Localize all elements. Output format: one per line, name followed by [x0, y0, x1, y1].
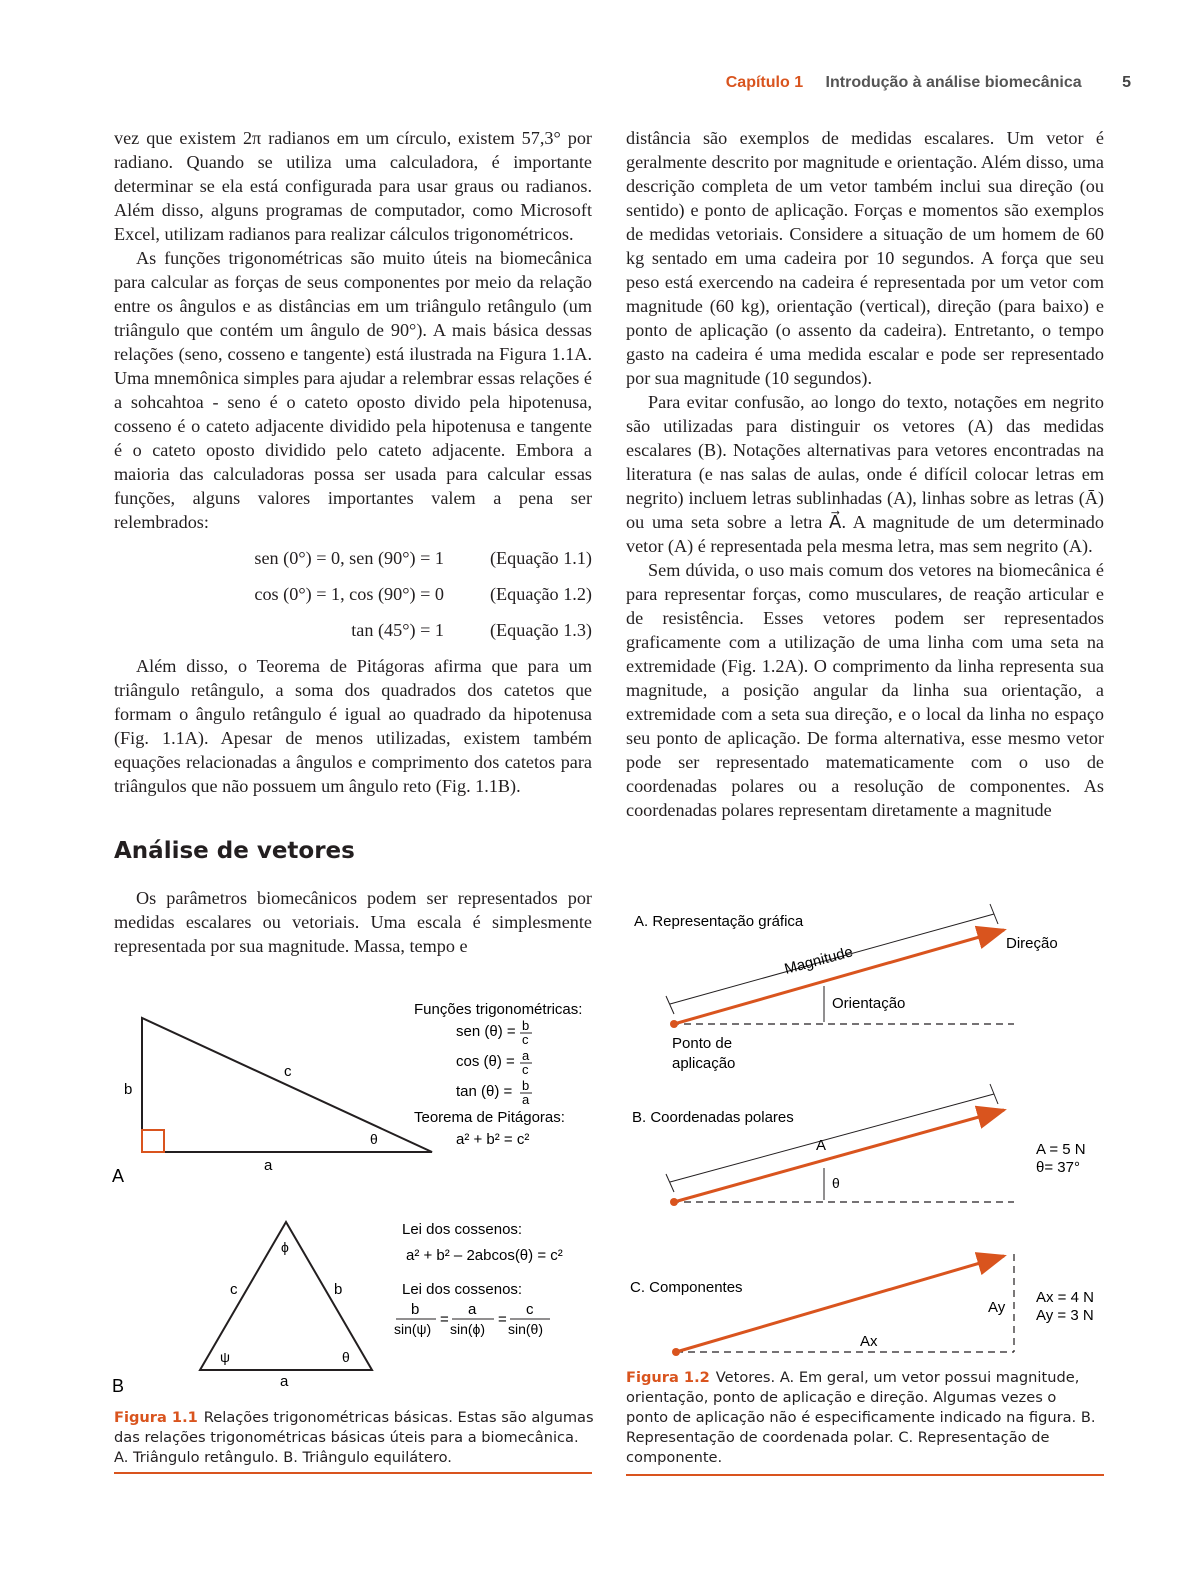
ax-label: Ax — [860, 1333, 878, 1350]
cos-formula: cos (θ) = — [456, 1053, 515, 1070]
figure-1-2 — [620, 900, 1110, 1370]
caption-text: Vetores. A. Em geral, um vetor possui magnitude, orientação, ponto de aplicação e direção. Algumas vezes o ponto de aplicação não é especificamente indicado na figura. B. Representação de coordenada polar. C. Representação de componente. — [626, 1369, 1096, 1466]
bracket-end — [666, 996, 674, 1014]
vector-arrow — [676, 1256, 1004, 1352]
equation-2 — [114, 582, 592, 606]
fraction-num: c — [526, 1301, 534, 1318]
fraction-num: a — [468, 1301, 477, 1318]
chapter-label: Capítulo 1 — [725, 74, 804, 91]
equation-label: (Equação 1.3) — [489, 620, 592, 640]
paragraph: Além disso, o Teorema de Pitágoras afirma que para um triângulo retângulo, a soma dos quadrados dos catetos que formam o ângulo retângulo é igual ao quadrado da hipotenusa (Fig. 1.1A). Apesar de menos utilizadas, existem também equações relacionadas a ângulos e comprimento dos catetos para triângulos que não possuem um ângulo reto (Fig. 1.1B). — [114, 656, 592, 796]
left-column — [114, 126, 592, 798]
vector-label: A — [816, 1137, 827, 1154]
law-cosines-formula: a² + b² – 2abcos(θ) = c² — [406, 1247, 563, 1264]
magnitude-bracket — [670, 1094, 994, 1182]
angle-label: θ — [832, 1175, 840, 1191]
running-header — [726, 74, 1131, 92]
paragraph: Sem dúvida, o uso mais comum dos vetores na biomecânica é para representar forças, como musculares, de reação articular e de resistência. Esses vetores podem ser representados graficamente com a utilização de uma linha com uma seta na extremidade (Fig. 1.2A). O comprimento da linha representa sua magnitude, a posição angular da linha sua orientação, a extremidade com a seta sua direção, e o local da linha no espaço seu ponto de aplicação. De forma alternativa, esse mesmo vetor pode ser representado matematicamente com o uso de coordenadas polares ou a resolução de componentes. As coordenadas polares representam diretamente a magnitude — [626, 560, 1104, 820]
direction-label: Direção — [1006, 935, 1058, 952]
pythagoras-title: Teorema de Pitágoras: — [414, 1109, 565, 1126]
ay-label: Ay — [988, 1299, 1006, 1316]
caption-rule — [114, 1472, 592, 1474]
law-cosines-title: Lei dos cossenos: — [402, 1221, 523, 1238]
right-triangle — [142, 1018, 432, 1152]
application-point — [670, 1198, 678, 1206]
bracket-end — [990, 904, 998, 924]
fraction-num: b — [411, 1301, 420, 1318]
caption-rule — [626, 1474, 1104, 1476]
paragraph: Os parâmetros biomecânicos podem ser representados por medidas escalares ou vetoriais. Uma escala é simplesmente representada por sua magnitude. Massa, tempo e — [114, 888, 592, 956]
side-b-label: b — [124, 1081, 133, 1098]
cos-num: a — [522, 1048, 530, 1063]
application-point-label: Ponto de — [672, 1035, 733, 1052]
figure-1-1 — [100, 990, 600, 1400]
bracket-end — [666, 1174, 674, 1192]
page-number: 5 — [1122, 74, 1131, 91]
application-point-label-2: aplicação — [672, 1055, 736, 1072]
caption-label: Figura 1.2 — [626, 1369, 710, 1386]
paragraph: vez que existem 2π radianos em um círculo, existem 57,3° por radiano. Quando se utiliza uma calculadora, é importante determinar se ela está configurada para usar graus ou radianos. Além disso, alguns programas de computador, como Microsoft Excel, utilizam radianos para realizar cálculos trigonométricos. — [114, 128, 592, 244]
ay-value: Ay = 3 N — [1036, 1307, 1094, 1324]
equation-text: tan (45°) = 1 — [351, 620, 444, 640]
tan-formula: tan (θ) = — [456, 1083, 513, 1100]
side-b-label: b — [334, 1281, 343, 1298]
paragraph: As funções trigonométricas são muito úteis na biomecânica para calcular as forças de seus componentes por meio da relação entre os ângulos e as distâncias em um triângulo retângulo (um triângulo que contém um ângulo de 90°). A mais básica dessas relações (seno, cosseno e tangente) está ilustrada na Figura 1.1A. Uma mnemônica simples para ajudar a relembrar essas relações é a sohcahtoa - seno é o cateto oposto divido pela hipotenusa, cosseno é o cateto adjacente dividido pela hipotenusa e tangente é o cateto oposto dividido pelo cateto adjacente. Embora a maioria das calculadoras possa ser usada para calcular essas funções, alguns valores importantes valem a pena ser relembrados: — [114, 248, 592, 532]
figure-1-1-caption — [114, 1408, 594, 1468]
orientation-label: Orientação — [832, 995, 906, 1012]
equation-text: sen (0°) = 0, sen (90°) = 1 — [254, 548, 444, 568]
right-column — [626, 126, 1104, 822]
pythagoras-formula: a² + b² = c² — [456, 1131, 530, 1148]
equals-sign: = — [498, 1311, 507, 1328]
angle-value: θ= 37° — [1036, 1159, 1080, 1176]
fraction-den: sin(ϕ) — [450, 1321, 486, 1337]
side-c-label: c — [284, 1063, 292, 1080]
paragraph: Para evitar confusão, ao longo do texto, notações em negrito são utilizadas para distinguir os vetores (A) das medidas escalares (B). Notações alternativas para vetores encontradas na literatura (e nas salas de aulas, onde é difícil colocar letras em negrito) incluem letras sublinhadas (A), linhas sobre as letras (Ā) ou uma seta sobre a letra A⃗. A magnitude de um determinado vetor (A) é representada pela mesma letra, mas sem negrito (A). — [626, 392, 1104, 556]
cos-den: c — [522, 1062, 529, 1077]
angle-theta-label: θ — [342, 1349, 350, 1365]
tan-num: b — [522, 1078, 530, 1093]
caption-text: Relações trigonométricas básicas. Estas são algumas das relações trigonométricas básicas úteis para a biomecânica. A. Triângulo retângulo. B. Triângulo equilátero. — [114, 1409, 594, 1466]
equals-sign: = — [440, 1311, 449, 1328]
angle-phi-label: ϕ — [281, 1239, 289, 1255]
panel-a-title: A. Representação gráfica — [634, 913, 804, 930]
bracket-end — [990, 1084, 998, 1104]
magnitude-value: A = 5 N — [1036, 1141, 1086, 1158]
equation-label: (Equação 1.1) — [489, 548, 592, 568]
equation-text: cos (0°) = 1, cos (90°) = 0 — [254, 584, 444, 604]
sen-formula: sen (θ) = — [456, 1023, 516, 1040]
fraction-den: sin(ψ) — [394, 1321, 432, 1337]
panel-b-label: B — [112, 1376, 125, 1396]
application-point — [670, 1020, 678, 1028]
angle-psi-label: ψ — [220, 1349, 230, 1365]
sen-den: c — [522, 1032, 529, 1047]
chapter-title: Introdução à análise biomecânica — [825, 74, 1082, 91]
paragraph: distância são exemplos de medidas escalares. Um vetor é geralmente descrito por magnitude e orientação. Além disso, uma descrição completa de um vetor também inclui sua direção (ou sentido) e ponto de aplicação. Forças e momentos são exemplos de medidas vetoriais. Considere a situação de um homem de 60 kg sentado em uma cadeira por 10 segundos. A força que seu peso está exercendo na cadeira é representada por um vetor com magnitude (60 kg), orientação (vertical), direção (para baixo) e ponto de aplicação (o assento da cadeira). Entretanto, o tempo gasto na cadeira é uma medida escalar e pode ser representado por sua magnitude (10 segundos). — [626, 128, 1104, 388]
side-c-label: c — [230, 1281, 238, 1298]
panel-b-title: B. Coordenadas polares — [632, 1109, 794, 1126]
equation-3 — [114, 618, 592, 642]
panel-a-label: A — [112, 1166, 125, 1186]
side-a-label: a — [280, 1373, 289, 1390]
right-angle-marker — [142, 1130, 164, 1152]
equation-1 — [114, 546, 592, 570]
magnitude-label: Magnitude — [782, 943, 855, 978]
angle-theta-label: θ — [370, 1131, 378, 1147]
ax-value: Ax = 4 N — [1036, 1289, 1094, 1306]
application-point — [672, 1348, 680, 1356]
tan-den: a — [522, 1092, 530, 1107]
panel-c-title: C. Componentes — [630, 1279, 743, 1296]
sen-num: b — [522, 1018, 530, 1033]
section-title: Análise de vetores — [114, 838, 355, 864]
fraction-den: sin(θ) — [508, 1321, 544, 1337]
figure-1-2-caption — [626, 1368, 1100, 1468]
trig-functions-title: Funções trigonométricas: — [414, 1001, 583, 1018]
left-column-continued — [114, 886, 592, 958]
equation-label: (Equação 1.2) — [489, 584, 592, 604]
caption-label: Figura 1.1 — [114, 1409, 198, 1426]
law-sines-title: Lei dos cossenos: — [402, 1281, 523, 1298]
side-a-label: a — [264, 1157, 273, 1174]
